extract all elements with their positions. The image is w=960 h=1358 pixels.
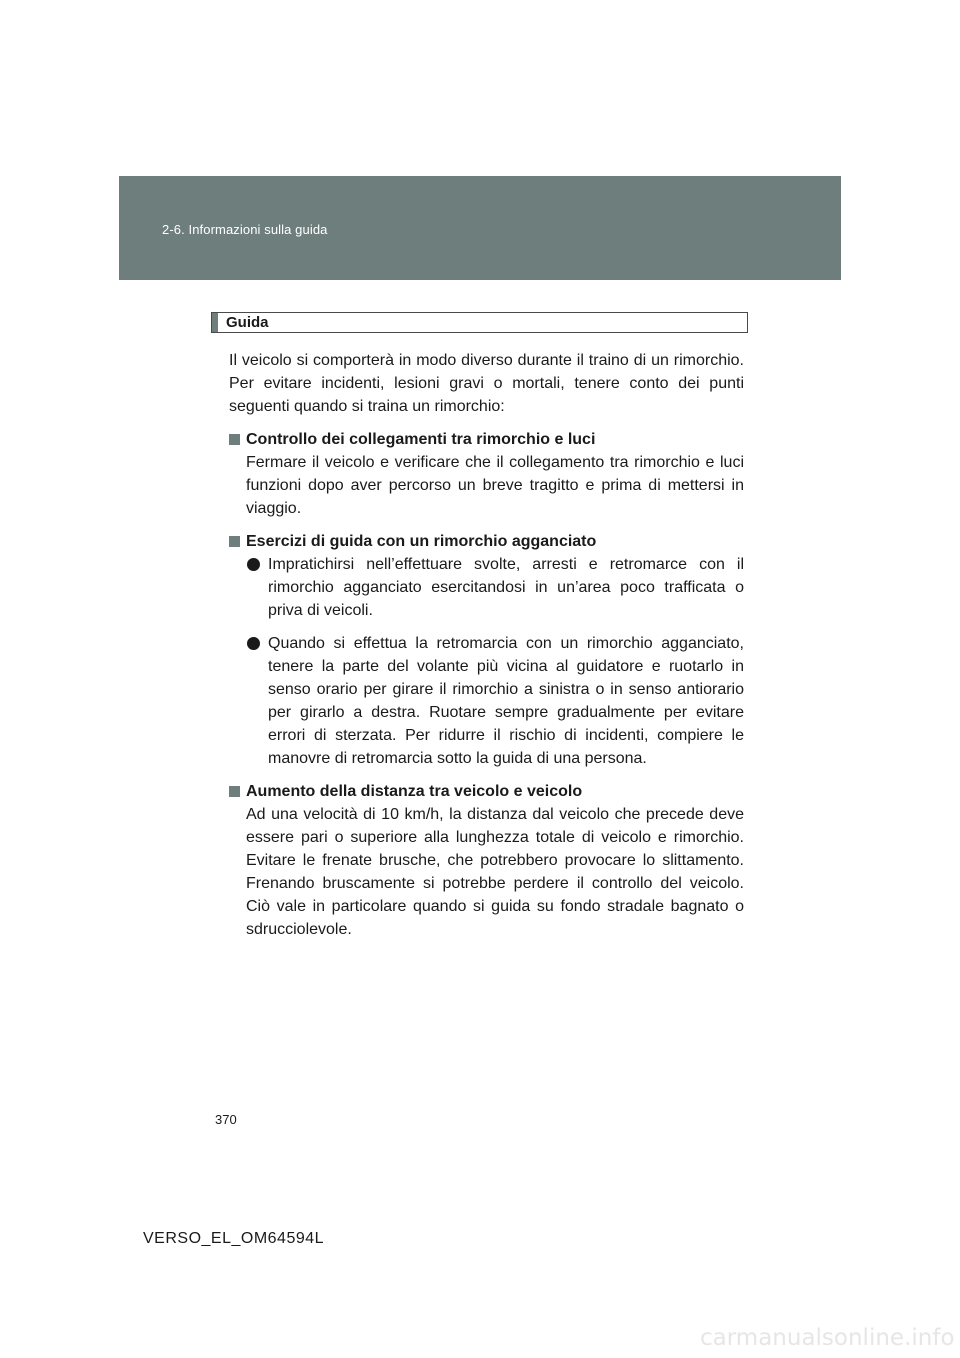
- bullet-item: [229, 632, 744, 770]
- subsection-following-distance: [229, 780, 744, 941]
- subsection-body: Fermare il veicolo e verificare che il collegamento tra rimorchio e luci funzioni dopo aver percorso un breve tragitto e prima di mettersi in viaggio.: [246, 454, 744, 517]
- intro-paragraph: Il veicolo si comporterà in modo diverso durante il traino di un rimorchio. Per evitare incidenti, lesioni gravi o mortali, tenere conto dei punti seguenti quando si traina un rimorchio:: [229, 352, 744, 415]
- round-bullet-icon: [247, 558, 260, 571]
- section-title-box: [211, 312, 748, 333]
- square-bullet-icon: [229, 536, 240, 547]
- square-bullet-icon: [229, 434, 240, 445]
- chapter-section-label: 2-6. Informazioni sulla guida: [162, 222, 328, 237]
- bullet-item: [229, 553, 744, 622]
- subsection-heading: [229, 428, 744, 451]
- round-bullet-icon: [247, 637, 260, 650]
- subsection-heading-text: Controllo dei collegamenti tra rimorchio e luci: [246, 431, 596, 448]
- bullet-text: Impratichirsi nell’effettuare svolte, arresti e retromarce con il rimorchio agganciato esercitandosi in un’area poco trafficata o priva di veicoli.: [268, 556, 744, 619]
- subsection-driving-practice: [229, 530, 744, 770]
- subsection-heading-text: Aumento della distanza tra veicolo e veicolo: [246, 783, 583, 800]
- main-content: [229, 349, 744, 951]
- section-title: Guida: [226, 314, 269, 331]
- subsection-body: Ad una velocità di 10 km/h, la distanza dal veicolo che precede deve essere pari o superiore alla lunghezza totale di veicolo e rimorchio. Evitare le frenate brusche, che potrebbero provocare lo slittamento. Frenando bruscamente si potrebbe perdere il controllo del veicolo. Ciò vale in particolare quando si guida su fondo stradale bagnato o sdrucciolevole.: [246, 806, 744, 938]
- page-number: 370: [215, 1112, 237, 1127]
- subsection-heading-text: Esercizi di guida con un rimorchio agganciato: [246, 533, 597, 550]
- subsection-heading: [229, 530, 744, 553]
- subsection-trailer-lights: [229, 428, 744, 520]
- square-bullet-icon: [229, 786, 240, 797]
- section-title-accent-bar: [212, 313, 218, 332]
- bullet-text: Quando si effettua la retromarcia con un rimorchio agganciato, tenere la parte del volante più vicina al guidatore e ruotarlo in senso orario per girare il rimorchio a sinistra o in senso antiorario per girarlo a destra. Ruotare sempre gradualmente per evitare errori di sterzata. Per ridurre il rischio di incidenti, compiere le manovre di retromarcia sotto la guida di una persona.: [268, 635, 744, 767]
- watermark-logo: carmanualsonline.info: [700, 1325, 955, 1351]
- document-code: VERSO_EL_OM64594L: [143, 1230, 325, 1247]
- chapter-header-band: [119, 176, 841, 280]
- subsection-heading: [229, 780, 744, 803]
